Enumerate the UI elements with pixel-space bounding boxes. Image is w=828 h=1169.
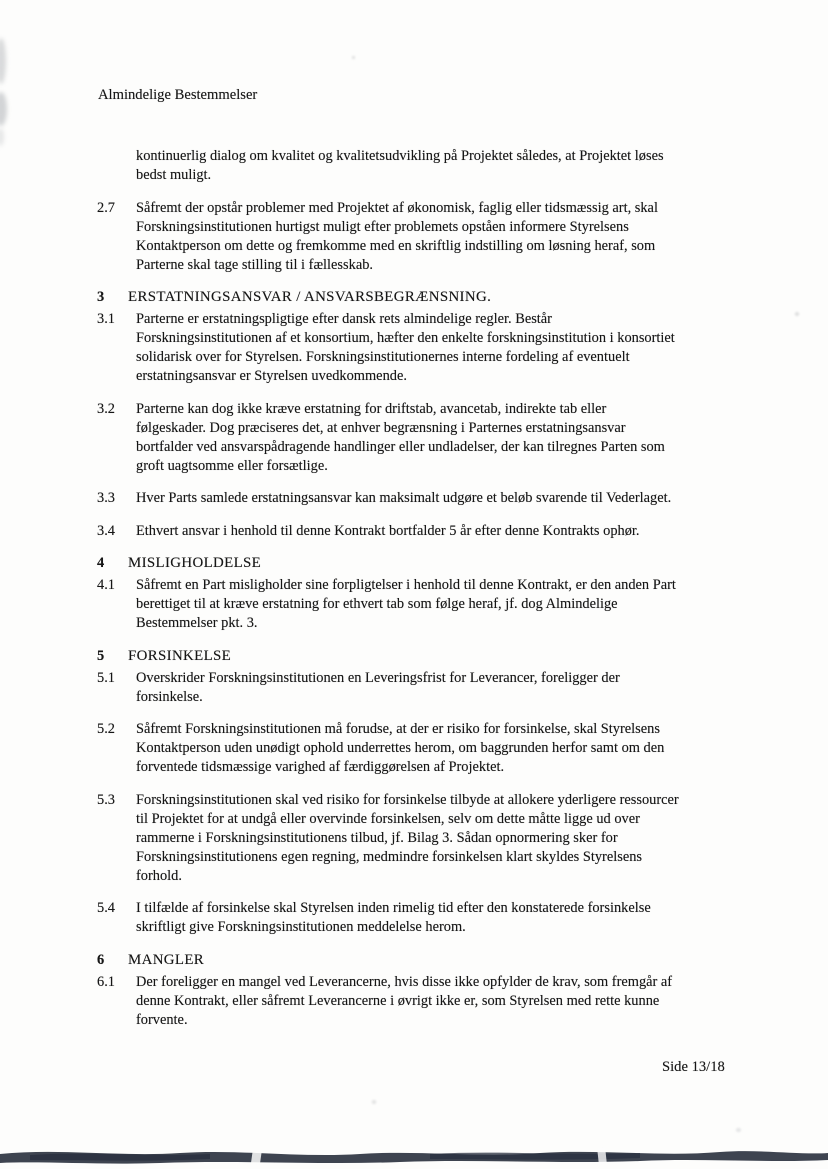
clause-number: 5.3: [97, 791, 115, 808]
text-line: Ethvert ansvar i henhold til denne Kontrakt bortfalder 5 år efter denne Kontrakts ophør.: [136, 522, 640, 539]
section-heading: [97, 951, 777, 970]
clause-text: [136, 899, 651, 937]
text-line: groft uagtsomme eller forsætlige.: [136, 457, 328, 474]
clause-text: [136, 489, 671, 508]
clause-text: [136, 973, 672, 1030]
scan-artifact-left-edge: [0, 128, 4, 146]
scan-speck: [736, 1128, 741, 1132]
clause: [97, 489, 777, 508]
band-gap: [597, 1148, 607, 1165]
clause-text: [136, 522, 640, 541]
section-number: 5: [97, 647, 105, 664]
clause-number: 5.1: [97, 669, 115, 686]
text-line: Overskrider Forskningsinstitutionen en Leveringsfrist for Leverancer, foreligger der: [136, 669, 620, 686]
clause-number: 3.4: [97, 522, 115, 539]
clause: [97, 791, 777, 886]
text-line: denne Kontrakt, eller såfremt Leverancerne i øvrigt ikke er, som Styrelsen med rette kunne: [136, 992, 660, 1009]
section-number: 6: [97, 951, 105, 968]
clause-text: [136, 199, 658, 275]
section-heading: [97, 647, 777, 666]
clause-number: [97, 147, 136, 185]
text-line: rammerne i Forskningsinstitutionens tilbud, jf. Bilag 3. Sådan opnormering sker for: [136, 829, 618, 846]
scan-speck: [372, 1100, 376, 1104]
text-line: Forskningsinstitutionen hurtigst muligt efter problemets opståen informere Styrelsens: [136, 218, 629, 235]
text-line: Der foreligger en mangel ved Leverancerne, hvis disse ikke opfylder de krav, som fremgår af: [136, 973, 673, 990]
text-line: Parterne kan dog ikke kræve erstatning for driftstab, avancetab, indirekte tab eller: [136, 400, 607, 417]
text-line: berettiget til at kræve erstatning for ethvert tab som følge heraf, jf. dog Almindelige: [136, 596, 618, 612]
clause: [97, 669, 777, 707]
text-line: Parterne skal tage stilling til i fællesskab.: [136, 256, 374, 273]
text-line: solidarisk over for Styrelsen. Forskningsinstitutionernes interne fordeling af eventuelt: [136, 349, 630, 365]
clause-number: 2.7: [97, 199, 115, 216]
clause-text: [136, 720, 664, 777]
clause: [97, 973, 777, 1030]
document-content: [97, 147, 777, 1030]
text-line: forventede tidsmæssige varighed af færdiggørelsen af Projektet.: [136, 759, 505, 775]
clause-text: [136, 669, 620, 707]
text-line: forhold.: [136, 867, 182, 884]
scan-artifact-left-edge: [0, 38, 6, 84]
text-line: I tilfælde af forsinkelse skal Styrelsen inden rimelig tid efter den konstaterede forsinkelse: [136, 900, 651, 916]
clause-number: 5.4: [97, 900, 115, 916]
clause: [97, 576, 777, 633]
text-line: skriftligt give Forskningsinstitutionen meddelelse herom.: [136, 919, 466, 935]
clause-text: [136, 147, 664, 185]
text-line: Parterne er erstatningspligtige efter dansk rets almindelige regler. Består: [136, 311, 552, 327]
text-line: følgeskader. Dog præciseres det, at enhver begrænsning i Parternes erstatningsansvar: [136, 419, 626, 436]
text-line: Forskningsinstitutionens egen regning, medmindre forsinkelsen klart skyldes Styrelsens: [136, 848, 643, 865]
text-line: Såfremt en Part misligholder sine forpligtelser i henhold til denne Kontrakt, er den anden Part: [136, 577, 676, 593]
clause-text: [136, 576, 676, 633]
text-line: forsinkelse.: [136, 688, 203, 705]
text-line: Hver Parts samlede erstatningsansvar kan maksimalt udgøre et beløb svarende til Vederlaget.: [136, 490, 672, 506]
clause-number: 4.1: [97, 577, 115, 593]
clause: [97, 147, 777, 185]
clause-text: [136, 310, 675, 386]
section-title: MISLIGHOLDELSE: [128, 555, 262, 571]
text-line: Forskningsinstitutionen af et konsortium, hæfter den enkelte forskningsinstitution i konsortiet: [136, 330, 675, 346]
text-line: forvente.: [136, 1011, 188, 1028]
scan-artifact-bottom-band: [0, 1144, 828, 1168]
clause-text: [136, 400, 665, 476]
text-line: Bestemmelser pkt. 3.: [136, 615, 258, 631]
text-line: Kontaktperson om dette og fremkomme med en skriftlig indstilling om løsning heraf, som: [136, 237, 656, 254]
text-line: bortfalder ved ansvarspådragende handlinger eller undladelser, der kan tilregnes Parten som: [136, 438, 665, 455]
section-heading: [97, 554, 777, 573]
clause: [97, 310, 777, 386]
clause: [97, 400, 777, 476]
page-header-title: Almindelige Bestemmelser: [98, 87, 258, 103]
text-line: Forskningsinstitutionen skal ved risiko for forsinkelse tilbyde at allokere yderligere ressourcer: [136, 791, 679, 808]
clause: [97, 720, 777, 777]
scan-artifact-left-edge: [0, 92, 7, 126]
clause-number: 3.1: [97, 311, 115, 327]
clause: [97, 522, 777, 541]
text-line: Såfremt der opstår problemer med Projektet af økonomisk, faglig eller tidsmæssig art, skal: [136, 199, 658, 216]
section-title: FORSINKELSE: [128, 647, 232, 664]
scan-speck: [795, 312, 799, 316]
clause: [97, 199, 777, 275]
text-line: Kontaktperson uden unødigt ophold underrettes herom, om baggrunden herfor samt om den: [136, 740, 665, 756]
section-number: 3: [97, 289, 105, 305]
section-title: MANGLER: [128, 951, 205, 968]
page-number: Side 13/18: [662, 1059, 725, 1075]
clause-number: 6.1: [97, 973, 115, 990]
clause-number: 5.2: [97, 721, 115, 737]
section-number: 4: [97, 555, 105, 571]
clause-number: 3.2: [97, 400, 115, 417]
section-title: ERSTATNINGSANSVAR / ANSVARSBEGRÆNSNING.: [128, 289, 492, 305]
text-line: kontinuerlig dialog om kvalitet og kvalitetsudvikling på Projektet således, at Projektet løses: [136, 148, 664, 164]
clause-text: [136, 791, 679, 886]
scan-speck: [352, 56, 355, 59]
text-line: til Projektet for at undgå eller overvinde forsinkelsen, selv om dette måtte ligge ud over: [136, 810, 640, 827]
text-line: bedst muligt.: [136, 167, 212, 183]
text-line: Såfremt Forskningsinstitutionen må forudse, at der er risiko for forsinkelse, skal Styrelsens: [136, 721, 660, 737]
clause: [97, 899, 777, 937]
clause-number: 3.3: [97, 490, 115, 506]
text-line: erstatningsansvar er Styrelsen uvedkommende.: [136, 368, 407, 384]
section-heading: [97, 288, 777, 307]
